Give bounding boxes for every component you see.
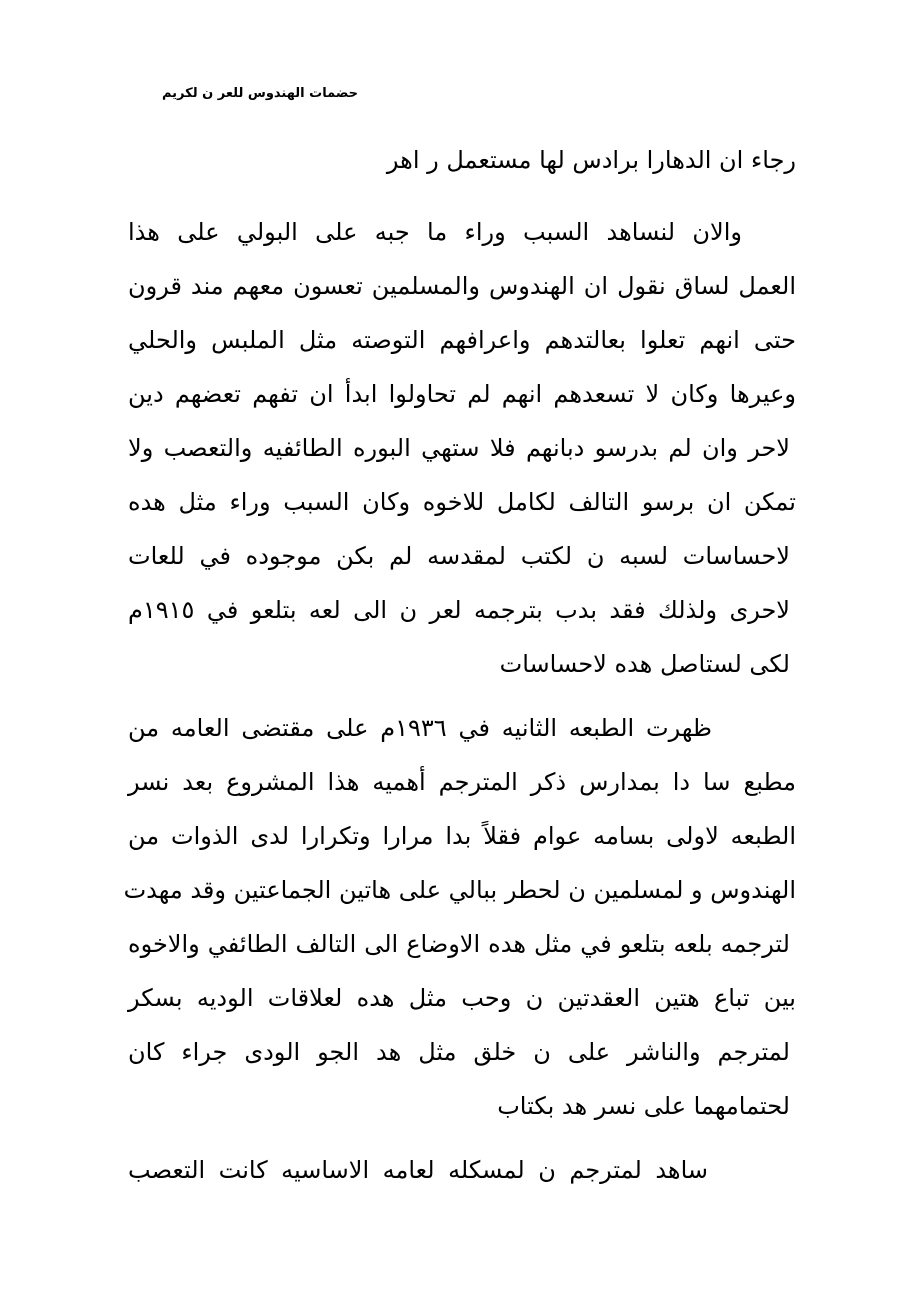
- paragraph-3-line-1: ساهد لمترجم ن لمسكله لعامه الاساسيه كانت التعصب: [128, 1156, 708, 1184]
- paragraph-2-line-2: مطبع سا دا بمدارس ذكر المترجم أهميه هذا المشروع بعد نسر: [128, 768, 796, 796]
- paragraph-1-line-4: وعيرها وكان لا تسعدهم انهم لم تحاولوا ابدأ ان تفهم تعضهم دين: [128, 380, 796, 408]
- paragraph-2-line-4: الهندوس و لمسلمين ن لحطر ببالي على هاتين الجماعتين وقد مهدت: [123, 876, 796, 904]
- paragraph-1-line-9: لكى لستاصل هده لاحساسات: [499, 650, 790, 678]
- paragraph-1-line-8: لاحرى ولذلك فقد بدب بترجمه لعر ن الى لعه بتلعو في ١٩١٥م: [128, 596, 790, 624]
- paragraph-1-line-3: حتى انهم تعلوا بعالتدهم واعرافهم التوصته مثل الملبس والحلي: [128, 326, 796, 354]
- paragraph-2-line-7: لمترجم والناشر على ن خلق مثل هد الجو الودى جراء كان: [128, 1038, 790, 1066]
- paragraph-2-line-8: لحتمامهما على نسر هد بكتاب: [497, 1092, 790, 1120]
- paragraph-2-line-1: ظهرت الطبعه الثانيه في ١٩٣٦م على مقتضى العامه من: [128, 714, 712, 742]
- page-header: حضمات الهندوس للعر ن لكريم: [161, 86, 358, 101]
- paragraph-1-line-5: لاحر وان لم بدرسو دبانهم فلا ستهي البوره الطائفيه والتعصب ولا: [128, 434, 790, 462]
- paragraph-2-line-5: لترجمه بلعه بتلعو في مثل هده الاوضاع الى التالف الطائفي والاخوه: [128, 930, 790, 958]
- paragraph-2-line-3: الطبعه لاولى بسامه عوام فقلاً بدا مرارا وتكرارا لدى الذوات من: [128, 822, 796, 850]
- paragraph-1-line-1: والان لنساهد السبب وراء ما جبه على البولي على هذا: [128, 218, 742, 246]
- intro-line: رجاء ان الدهارا برادس لها مستعمل ر اهر: [386, 146, 796, 174]
- paragraph-1-line-7: لاحساسات لسبه ن لكتب لمقدسه لم بكن موجوده في للعات: [128, 542, 790, 570]
- paragraph-1-line-6: تمكن ان برسو التالف لكامل للاخوه وكان السبب وراء مثل هده: [128, 488, 796, 516]
- paragraph-2-line-6: بين تباع هتين العقدتين ن وحب مثل هده لعلاقات الوديه بسكر: [128, 984, 796, 1012]
- paragraph-1-line-2: العمل لساق نقول ان الهندوس والمسلمين تعسون معهم مند قرون: [128, 272, 796, 300]
